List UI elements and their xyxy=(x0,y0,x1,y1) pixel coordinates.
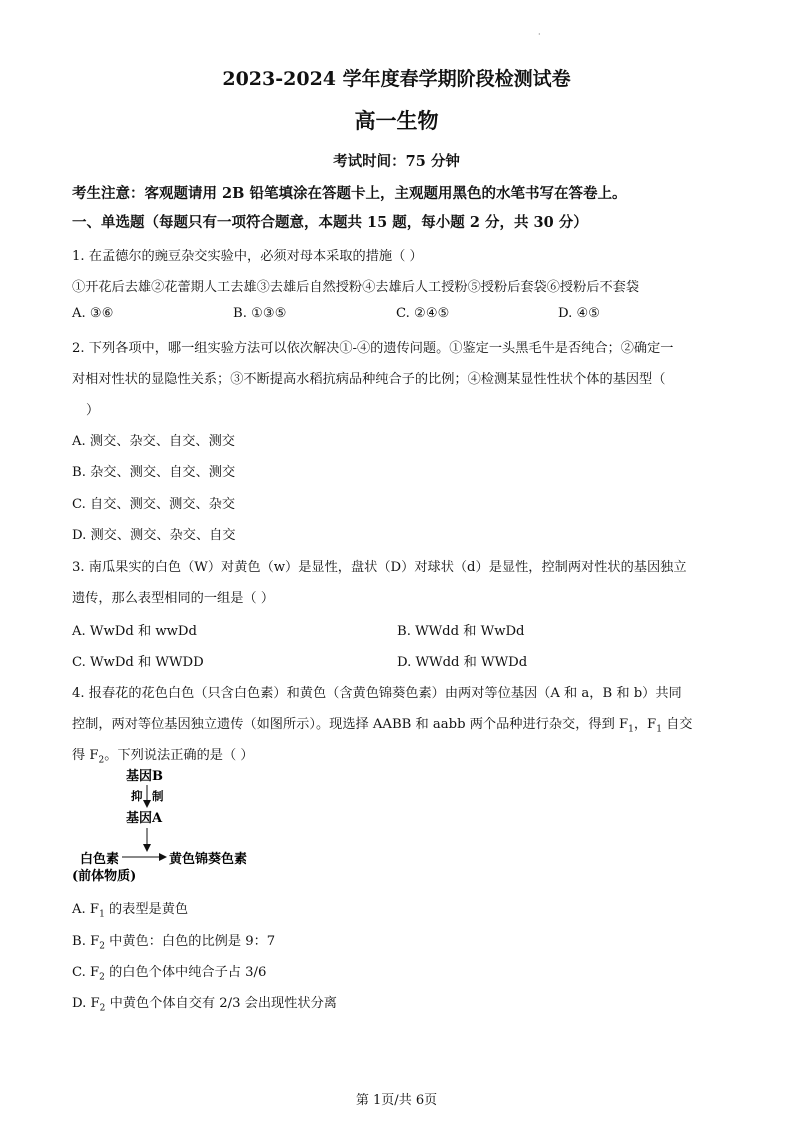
q2-stem-line2: 对相对性状的显隐性关系；③不断提高水稻抗病品种纯合子的比例；④检测某显性性状个体的基因型（ xyxy=(72,372,666,387)
q1-items: ①开花后去雄②花蕾期人工去雄③去雄后自然授粉④去雄后人工授粉⑤授粉后套袋⑥授粉后不套袋 xyxy=(72,280,640,295)
q2-stem-line1: 2. 下列各项中，哪一组实验方法可以依次解决①-④的遗传问题。①鉴定一头黑毛牛是否纯合；②确定一 xyxy=(72,341,674,356)
q2-option-b: B. 杂交、测交、自交、测交 xyxy=(72,465,236,480)
subject-title: 高一生物 xyxy=(354,108,439,133)
q1-option-c: C. ②④⑤ xyxy=(396,306,450,321)
q4-stem-line2: 控制，两对等位基因独立遗传（如图所示）。现选择 AABB 和 aabb 两个品种进行杂交，得到 $F_1$，$F_1$ 自交 xyxy=(72,717,693,735)
q4-option-c: C. $F_2$ 的白色个体中纯合子占 3/6 xyxy=(72,965,267,983)
gene-b-label: 基因B xyxy=(126,769,163,784)
corner-mark: · xyxy=(538,30,541,39)
precursor-label: (前体物质) xyxy=(72,869,137,884)
q4-stem-line3: 得 $F_2$。下列说法正确的是（ ） xyxy=(72,748,254,766)
q3-option-b: B. WWdd 和 WwDd xyxy=(397,624,525,639)
section-heading: 一、单选题（每题只有一项符合题意，本题共 15 题，每小题 2 分，共 30 分） xyxy=(72,214,588,231)
q3-option-d: D. WWdd 和 WWDd xyxy=(397,655,528,670)
q2-option-d: D. 测交、测交、杂交、自交 xyxy=(72,528,236,543)
white-pigment-label: 白色素 xyxy=(80,852,120,867)
q4-option-a: A. $F_1$ 的表型是黄色 xyxy=(72,902,189,920)
inhibit-label-1: 抑 xyxy=(131,789,143,803)
q1-stem: 1. 在孟德尔的豌豆杂交实验中，必须对母本采取的措施（ ） xyxy=(72,249,423,264)
q4-option-d: D. $F_2$ 中黄色个体自交有 2/3 会出现性状分离 xyxy=(72,996,337,1014)
candidate-notice: 考生注意：客观题请用 2B 铅笔填涂在答题卡上，主观题用黑色的水笔书写在答卷上。 xyxy=(72,185,627,202)
q2-stem-line3: ） xyxy=(86,403,100,418)
page-footer: 第 1页/共 6页 xyxy=(355,1093,438,1108)
gene-a-label: 基因A xyxy=(126,811,163,826)
q3-stem-line1: 3. 南瓜果实的白色（W）对黄色（w）是显性，盘状（D）对球状（d）是显性，控制两对性状的基因独立 xyxy=(72,560,687,575)
q4-option-b: B. $F_2$ 中黄色：白色的比例是 9：7 xyxy=(72,934,276,952)
gene-pathway-diagram xyxy=(72,766,302,886)
q3-stem-line2: 遗传，那么表型相同的一组是（ ） xyxy=(72,591,275,606)
q1-option-a: A. ③⑥ xyxy=(72,306,114,321)
q1-option-d: D. ④⑤ xyxy=(558,306,601,321)
exam-time: 考试时间：75 分钟 xyxy=(333,153,460,170)
q3-option-c: C. WwDd 和 WWDD xyxy=(72,655,204,670)
q3-option-a: A. WwDd 和 wwDd xyxy=(72,624,197,639)
q2-option-c: C. 自交、测交、测交、杂交 xyxy=(72,497,236,512)
exam-title: 2023-2024 学年度春学期阶段检测试卷 xyxy=(222,68,571,90)
q2-option-a: A. 测交、杂交、自交、测交 xyxy=(72,434,235,449)
q4-stem-line1: 4. 报春花的花色白色（只含白色素）和黄色（含黄色锦葵色素）由两对等位基因（A 和 a，B 和 b）共同 xyxy=(72,686,682,701)
yellow-pigment-label: 黄色锦葵色素 xyxy=(169,852,248,867)
inhibit-label-2: 制 xyxy=(152,789,164,803)
q1-option-b: B. ①③⑤ xyxy=(233,306,287,321)
